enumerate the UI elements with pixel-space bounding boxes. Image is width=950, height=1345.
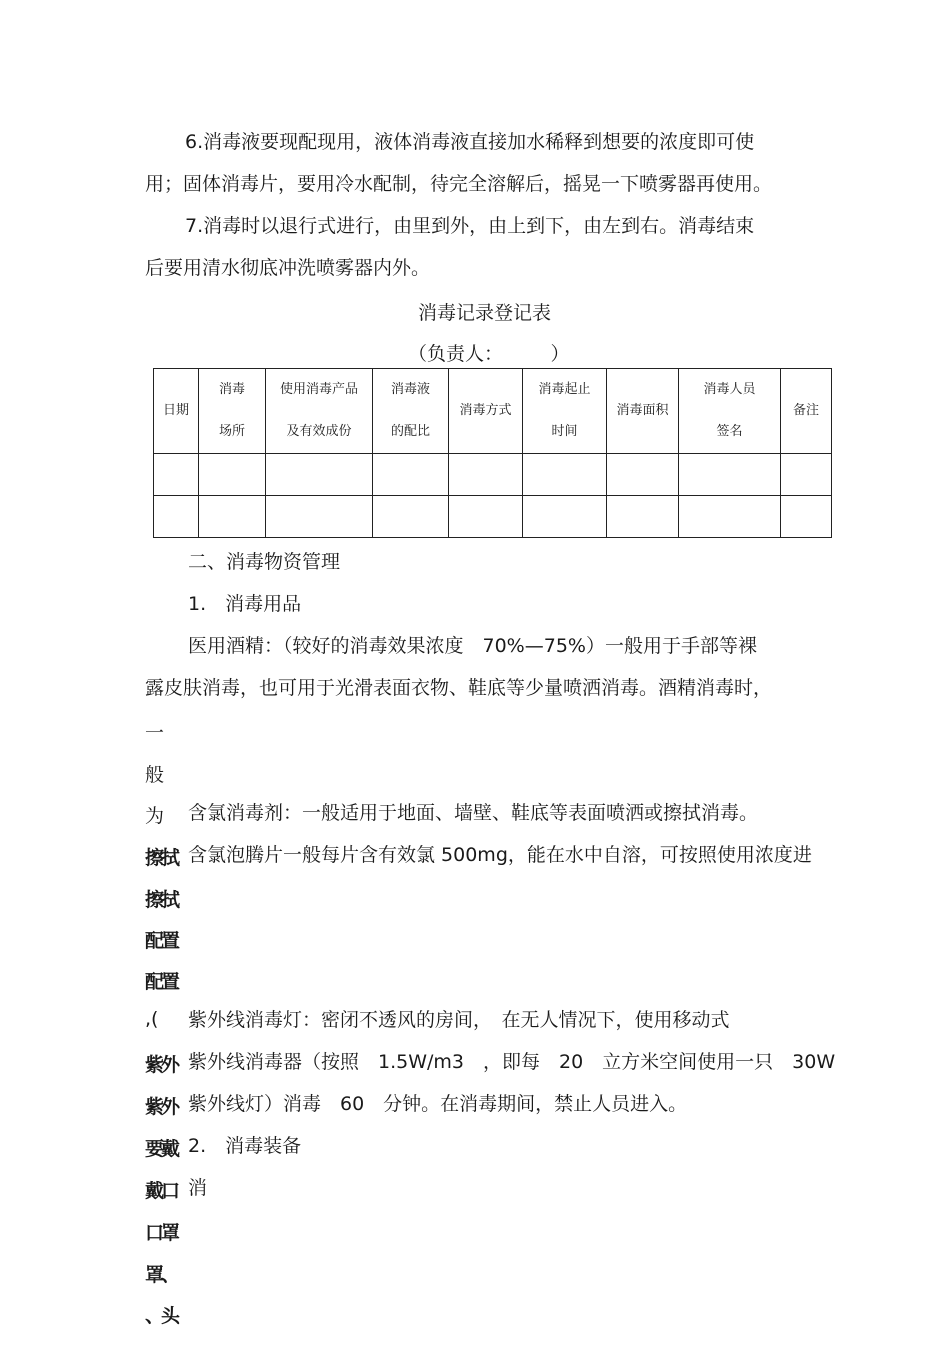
table-row [154,496,832,538]
side-char: 般 [145,764,165,786]
record-responsible: （负责人： ） [408,343,570,365]
equipment-next-char: 消 [188,1177,208,1199]
side-char: ,( [145,1008,159,1030]
header-product: 使用消毒产品 及有效成份 [266,369,373,454]
uv-line1: 紫外线消毒灯：密闭不透风的房间， 在无人情况下，使用移动式 [188,1009,730,1031]
header-area: 消毒面积 [607,369,679,454]
header-remarks: 备注 [781,369,832,454]
alcohol-line2: 露皮肤消毒，也可用于光滑表面衣物、鞋底等少量喷洒消毒。酒精消毒时， [145,677,773,699]
side-char: 擦拭 [145,847,178,869]
side-char: 罩、 [145,1264,178,1286]
para7-line1: 7.消毒时以退行式进行，由里到外，由上到下，由左到右。消毒结束 [185,215,755,237]
side-char: 配置 [145,930,178,952]
side-char: 擦拭 [145,889,178,911]
header-method: 消毒方式 [449,369,523,454]
para7-line2: 后要用清水彻底冲洗喷雾器内外。 [145,257,431,279]
side-char: 要戴 [145,1138,178,1160]
uv-line3: 紫外线灯）消毒 60 分钟。在消毒期间，禁止人员进入。 [188,1093,688,1115]
side-char: 为 [145,805,165,827]
side-char: 一 [145,722,165,744]
header-time: 消毒起止 时间 [523,369,607,454]
disinfection-record-table [153,368,832,538]
chlorine-line1: 含氯消毒剂：一般适用于地面、墙壁、鞋底等表面喷洒或擦拭消毒。 [188,802,759,824]
table-header-row [154,369,832,454]
side-char: 紫外 [145,1054,178,1076]
uv-line2: 紫外线消毒器（按照 1.5W/m3 ，即每 20 立方米空间使用一只 30W [188,1051,836,1073]
side-char: 、头 [145,1305,178,1327]
chlorine-line2: 含氯泡腾片一般每片含有效氯 500mg，能在水中自溶，可按照使用浓度进 [188,844,812,866]
equipment-subheading: 2. 消毒装备 [188,1135,302,1157]
supplies-subheading: 1. 消毒用品 [188,593,302,615]
header-place: 消毒 场所 [199,369,266,454]
side-char: 配置 [145,971,178,993]
record-table-title: 消毒记录登记表 [418,302,552,324]
alcohol-line1: 医用酒精：（较好的消毒效果浓度 70%—75%）一般用于手部等裸 [188,635,757,657]
header-ratio: 消毒液 的配比 [373,369,449,454]
para6-line2: 用；固体消毒片，要用冷水配制，待完全溶解后，摇晃一下喷雾器再使用。 [145,173,773,195]
para6-line1: 6.消毒液要现配现用，液体消毒液直接加水稀释到想要的浓度即可使 [185,131,755,153]
side-char: 口罩 [145,1222,178,1244]
section2-heading: 二、消毒物资管理 [188,551,341,573]
side-char: 紫外 [145,1096,178,1118]
side-char: 戴口 [145,1180,178,1202]
table-row [154,454,832,496]
header-signature: 消毒人员 签名 [679,369,781,454]
header-date: 日期 [154,369,199,454]
